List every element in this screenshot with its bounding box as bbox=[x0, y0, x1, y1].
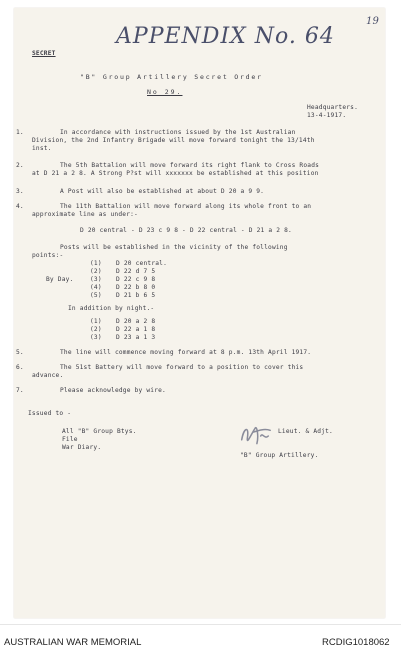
para-3-line-1: A Post will also be established at about D 20 a 9 9. bbox=[60, 188, 265, 195]
recipient-2: File bbox=[62, 436, 78, 443]
para-5-line-1: The line will commence moving forward at 8 p.m. 13th April 1917. bbox=[60, 349, 312, 356]
para-1-num: 1. bbox=[16, 129, 24, 136]
signature-unit: "B" Group Artillery. bbox=[240, 452, 319, 459]
footer-institution: AUSTRALIAN WAR MEMORIAL bbox=[4, 637, 142, 648]
night-point-3-ref: D 23 a 1 3 bbox=[116, 334, 156, 341]
day-point-1-ref: D 20 central. bbox=[116, 260, 168, 267]
night-point-1-ref: D 20 a 2 8 bbox=[116, 318, 156, 325]
para-4-line-1: The 11th Battalion will move forward along its whole front to an bbox=[60, 203, 312, 210]
para-3-num: 3. bbox=[16, 188, 24, 195]
day-point-3-num: (3) bbox=[90, 276, 102, 283]
issued-to-label: Issued to - bbox=[28, 410, 72, 417]
night-point-3-num: (3) bbox=[90, 334, 102, 341]
day-point-4-num: (4) bbox=[90, 284, 102, 291]
by-night-label: In addition by night.- bbox=[68, 305, 155, 312]
para-4-grid-line: D 20 central - D 23 c 9 8 - D 22 central - D 21 a 2 8. bbox=[80, 227, 292, 234]
archive-footer bbox=[0, 624, 401, 655]
para-6-num: 6. bbox=[16, 364, 24, 371]
headquarters: Headquarters. bbox=[307, 104, 359, 111]
day-point-2-num: (2) bbox=[90, 268, 102, 275]
para-2-line-1: The 5th Battalion will move forward its right flank to Cross Roads bbox=[60, 162, 320, 169]
day-point-4-ref: D 22 b 8 0 bbox=[116, 284, 156, 291]
para-1-line-3: inst. bbox=[32, 145, 52, 152]
para-7-num: 7. bbox=[16, 387, 24, 394]
para-7-line-1: Please acknowledge by wire. bbox=[60, 387, 166, 394]
appendix-heading: APPENDIX No. 64 bbox=[116, 24, 335, 49]
document-page bbox=[14, 8, 385, 618]
footer-record-id: RCDIG1018062 bbox=[322, 637, 390, 648]
day-point-3-ref: D 22 c 9 8 bbox=[116, 276, 156, 283]
posts-line-2: points:- bbox=[32, 252, 64, 259]
para-2-line-2: at D 21 a 2 8. A Strong P?st will xxxxxxx be established at this position bbox=[32, 170, 319, 177]
para-1-line-1: In accordance with instructions issued by the 1st Australian bbox=[60, 129, 296, 136]
day-point-5-num: (5) bbox=[90, 292, 102, 299]
recipient-1: All "B" Group Btys. bbox=[62, 428, 137, 435]
recipient-3: War Diary. bbox=[62, 444, 102, 451]
signature-rank: Lieut. & Adjt. bbox=[278, 428, 333, 435]
para-6-line-1: The 51st Battery will move forward to a position to cover this bbox=[60, 364, 304, 371]
para-2-num: 2. bbox=[16, 162, 24, 169]
day-point-5-ref: D 21 b 6 5 bbox=[116, 292, 156, 299]
secret-label: SECRET bbox=[32, 50, 56, 57]
para-4-line-2: approximate line as under:- bbox=[32, 211, 138, 218]
day-point-1-num: (1) bbox=[90, 260, 102, 267]
para-5-num: 5. bbox=[16, 349, 24, 356]
order-number: No 29. bbox=[147, 88, 183, 96]
page-number: 19 bbox=[366, 16, 380, 27]
order-title: "B" Group Artillery Secret Order bbox=[80, 73, 263, 81]
order-date: 13-4-1917. bbox=[307, 112, 347, 119]
posts-line-1: Posts will be established in the vicinity of the following bbox=[60, 244, 288, 251]
by-day-label: By Day. bbox=[46, 276, 74, 283]
night-point-1-num: (1) bbox=[90, 318, 102, 325]
para-1-line-2: Division, the 2nd Infantry Brigade will move forward tonight the 13/14th bbox=[32, 137, 315, 144]
night-point-2-num: (2) bbox=[90, 326, 102, 333]
para-6-line-2: advance. bbox=[32, 372, 64, 379]
handwritten-signature bbox=[236, 418, 274, 454]
day-point-2-ref: D 22 d 7 5 bbox=[116, 268, 156, 275]
para-4-num: 4. bbox=[16, 203, 24, 210]
night-point-2-ref: D 22 a 1 8 bbox=[116, 326, 156, 333]
